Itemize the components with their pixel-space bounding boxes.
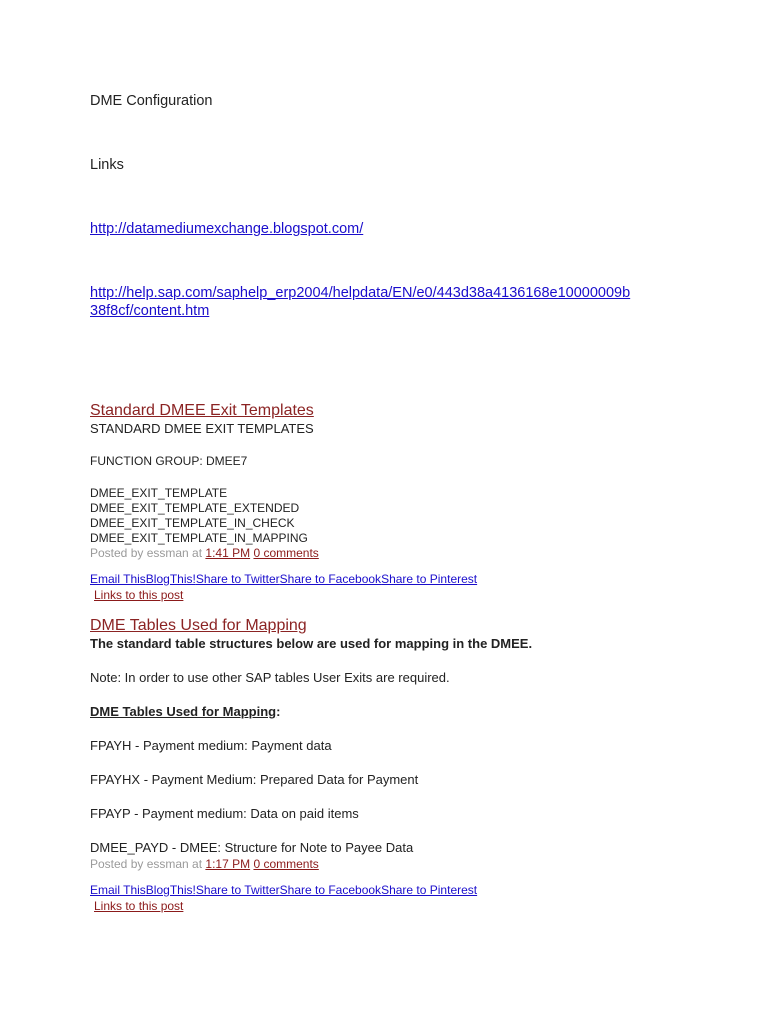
post-time-link[interactable]: 1:17 PM: [205, 857, 251, 871]
list-item: DMEE_EXIT_TEMPLATE: [90, 486, 228, 500]
posted-by: Posted by essman at: [90, 857, 206, 871]
link-sap-help-line2[interactable]: 38f8cf/content.htm: [90, 303, 210, 319]
list-item: DMEE_EXIT_TEMPLATE_IN_CHECK: [90, 516, 295, 530]
table-entry: DMEE_PAYD - DMEE: Structure for Note to Payee Data: [90, 840, 414, 855]
post-subtitle: STANDARD DMEE EXIT TEMPLATES: [90, 421, 314, 436]
post-title-dmee-exit-templates[interactable]: Standard DMEE Exit Templates: [90, 402, 314, 419]
backlinks-link[interactable]: Links to this post: [94, 588, 184, 602]
share-pinterest-link[interactable]: Share to Pinterest: [381, 572, 478, 586]
comments-link[interactable]: 0 comments: [253, 546, 319, 560]
share-facebook-link[interactable]: Share to Facebook: [279, 572, 382, 586]
email-this-link[interactable]: Email This: [90, 572, 146, 586]
post-title-dme-tables[interactable]: DME Tables Used for Mapping: [90, 617, 307, 634]
share-twitter-link[interactable]: Share to Twitter: [195, 572, 280, 586]
backlinks-link[interactable]: Links to this post: [94, 899, 184, 913]
share-links: [90, 572, 477, 587]
email-this-link[interactable]: Email This: [90, 883, 146, 897]
link-sap-help-line1[interactable]: http://help.sap.com/saphelp_erp2004/helpdata/EN/e0/443d38a4136168e10000009b: [90, 285, 631, 301]
blog-this-link[interactable]: BlogThis!: [145, 572, 196, 586]
list-item: DMEE_EXIT_TEMPLATE_EXTENDED: [90, 501, 300, 515]
share-twitter-link[interactable]: Share to Twitter: [195, 883, 280, 897]
table-entry: FPAYHX - Payment Medium: Prepared Data for Payment: [90, 772, 419, 787]
blog-this-link[interactable]: BlogThis!: [145, 883, 196, 897]
share-pinterest-link[interactable]: Share to Pinterest: [381, 883, 478, 897]
post-intro: The standard table structures below are used for mapping in the DMEE.: [90, 636, 533, 651]
link-datamediumexchange[interactable]: http://datamediumexchange.blogspot.com/: [90, 221, 364, 237]
share-facebook-link[interactable]: Share to Facebook: [279, 883, 382, 897]
post-note: Note: In order to use other SAP tables User Exits are required.: [90, 670, 450, 685]
table-entry: FPAYP - Payment medium: Data on paid items: [90, 806, 359, 821]
function-group: FUNCTION GROUP: DMEE7: [90, 454, 248, 468]
table-entry: FPAYH - Payment medium: Payment data: [90, 738, 332, 753]
share-links: [90, 883, 477, 898]
post-meta: [90, 857, 319, 872]
post-meta: [90, 546, 319, 561]
document-title: DME Configuration: [90, 93, 213, 109]
tables-heading: [90, 704, 280, 719]
tables-heading-colon: :: [276, 704, 281, 719]
posted-by: Posted by essman at: [90, 546, 206, 560]
links-label: Links: [90, 157, 124, 173]
comments-link[interactable]: 0 comments: [253, 857, 319, 871]
list-item: DMEE_EXIT_TEMPLATE_IN_MAPPING: [90, 531, 308, 545]
post-time-link[interactable]: 1:41 PM: [205, 546, 251, 560]
tables-heading-text: DME Tables Used for Mapping: [90, 704, 277, 719]
